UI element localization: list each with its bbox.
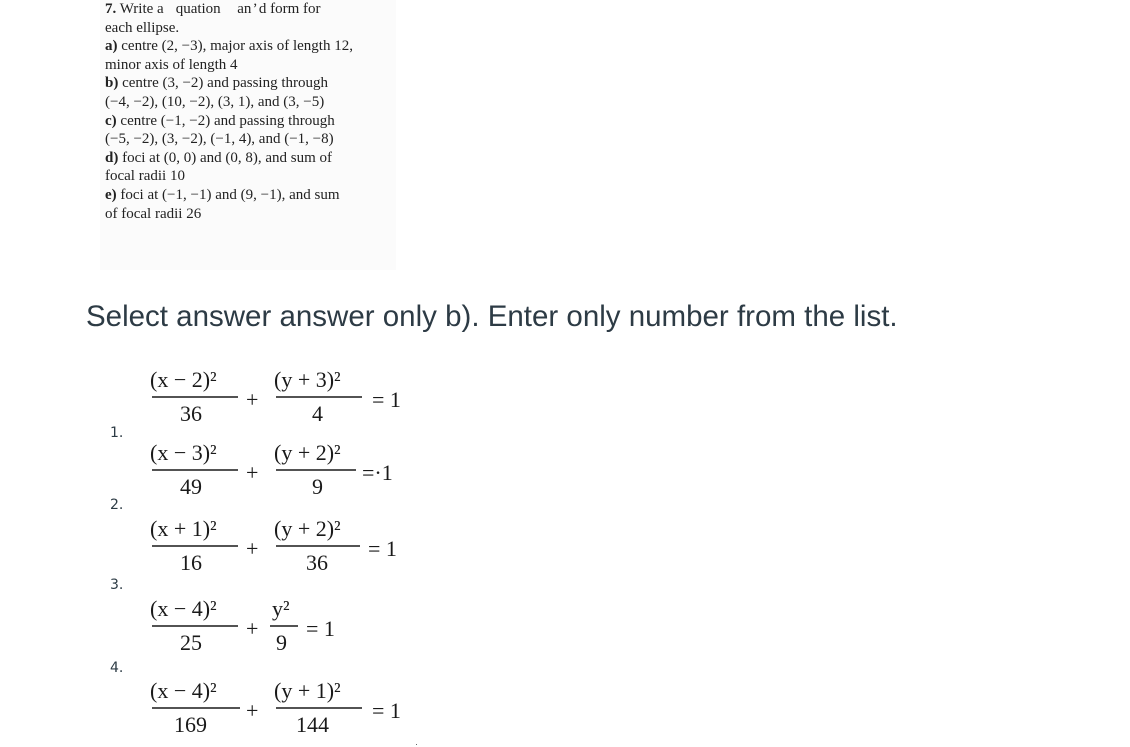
plus-sign: + bbox=[246, 536, 259, 561]
numerator-2: (y + 2)² bbox=[274, 516, 341, 541]
option-equation-image[interactable] bbox=[146, 438, 426, 508]
option-number: 2. bbox=[110, 497, 124, 513]
question-line: b) centre (3, −2) and passing through bbox=[105, 75, 328, 92]
question-line: focal radii 10 bbox=[105, 168, 185, 185]
numerator-1: (x − 3)² bbox=[150, 440, 217, 465]
denominator-1: 25 bbox=[180, 630, 202, 655]
numerator-1: (x − 2)² bbox=[150, 367, 217, 392]
numerator-2: (y + 1)² bbox=[274, 678, 341, 703]
option-equation-image[interactable] bbox=[146, 594, 426, 664]
denominator-1: 49 bbox=[180, 474, 202, 499]
plus-sign: + bbox=[246, 387, 259, 412]
question-scan-image bbox=[100, 0, 396, 270]
numerator-2: (y + 2)² bbox=[274, 440, 341, 465]
numerator-1: (x + 1)² bbox=[150, 516, 217, 541]
denominator-2: 144 bbox=[296, 712, 329, 737]
option-number: 1. bbox=[110, 425, 124, 441]
question-line: d) foci at (0, 0) and (0, 8), and sum of bbox=[105, 149, 333, 166]
numerator-1: (x − 4)² bbox=[150, 596, 217, 621]
option-equation-image[interactable] bbox=[146, 365, 426, 435]
option-equation-image[interactable] bbox=[146, 676, 426, 746]
equals-one: =·1 bbox=[362, 460, 393, 485]
question-line: a) centre (2, −3), major axis of length 12, bbox=[105, 38, 353, 55]
denominator-2: 4 bbox=[312, 401, 323, 426]
equals-one: = 1 bbox=[306, 616, 335, 641]
equals-one: = 1 bbox=[372, 698, 401, 723]
plus-sign: + bbox=[246, 698, 259, 723]
equals-one: = 1 bbox=[368, 536, 397, 561]
numerator-1: (x − 4)² bbox=[150, 678, 217, 703]
question-line: (−5, −2), (3, −2), (−1, 4), and (−1, −8) bbox=[105, 131, 334, 148]
denominator-2: 9 bbox=[276, 630, 287, 655]
option-number: 4. bbox=[110, 660, 124, 676]
question-line: e) foci at (−1, −1) and (9, −1), and sum bbox=[105, 186, 340, 203]
stray-dot bbox=[416, 744, 417, 745]
question-line: (−4, −2), (10, −2), (3, 1), and (3, −5) bbox=[105, 93, 325, 110]
question-line: c) centre (−1, −2) and passing through bbox=[105, 112, 335, 129]
question-line: minor axis of length 4 bbox=[105, 56, 238, 73]
denominator-2: 9 bbox=[312, 474, 323, 499]
option-equation-image[interactable] bbox=[146, 514, 426, 584]
option-number: 3. bbox=[110, 577, 124, 593]
equals-one: = 1 bbox=[372, 387, 401, 412]
plus-sign: + bbox=[246, 616, 259, 641]
question-line: 7. Write a quation an ’ d form for bbox=[105, 1, 321, 17]
question-line: each ellipse. bbox=[105, 19, 180, 36]
denominator-1: 169 bbox=[174, 712, 207, 737]
instruction-text: Select answer answer only b). Enter only number from the list. bbox=[86, 300, 898, 333]
question-line: of focal radii 26 bbox=[105, 205, 202, 222]
denominator-1: 16 bbox=[180, 550, 202, 575]
numerator-2: (y + 3)² bbox=[274, 367, 341, 392]
plus-sign: + bbox=[246, 460, 259, 485]
denominator-2: 36 bbox=[306, 550, 328, 575]
numerator-2: y² bbox=[272, 596, 290, 621]
denominator-1: 36 bbox=[180, 401, 202, 426]
